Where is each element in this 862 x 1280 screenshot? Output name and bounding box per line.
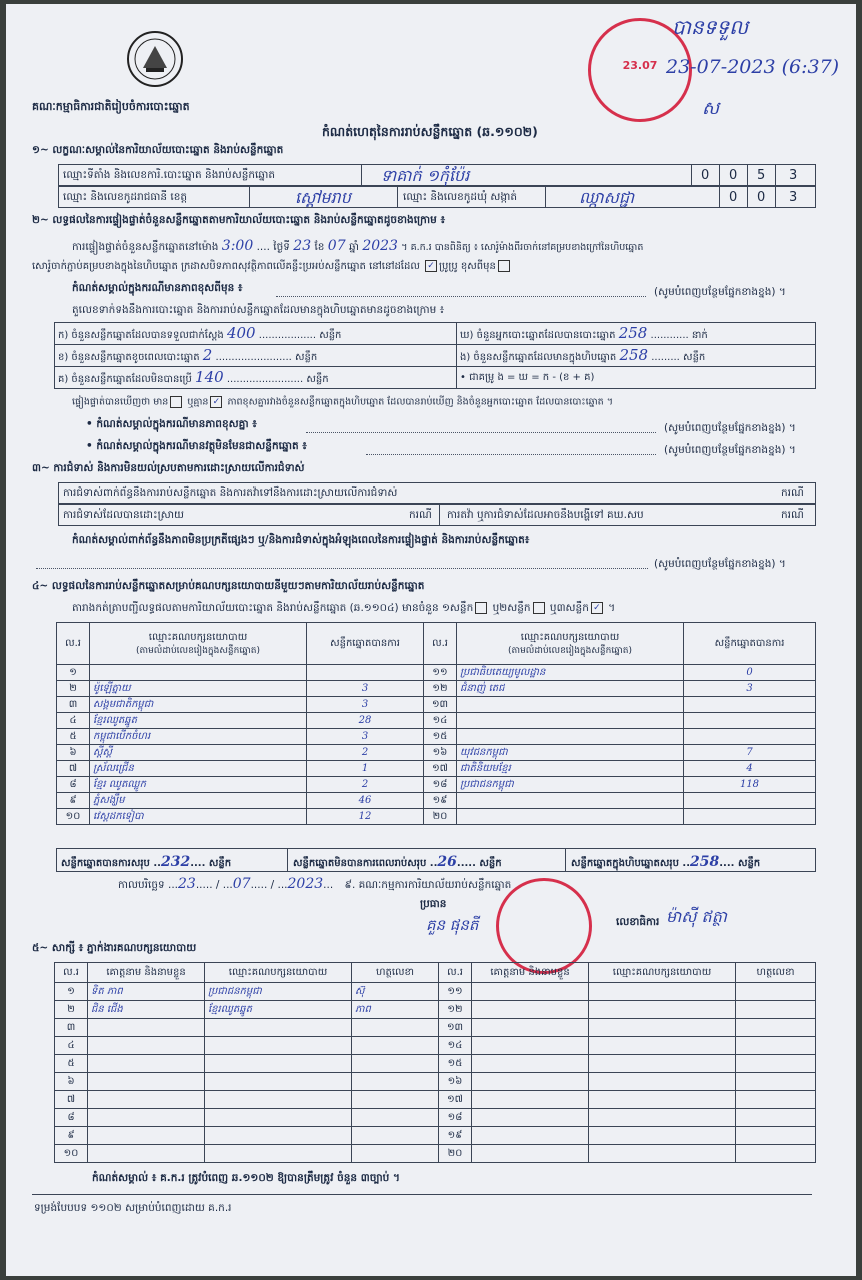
total-ballots-box: 258 — [690, 854, 720, 870]
objection-row2: ការជំទាស់ដែលបានដោះស្រាយ ករណី ការតវ៉ា ឬការជំទាស់ដែលអាចនឹងបង្ហើទៅ គឃ.សប ករណី — [58, 504, 816, 526]
party-row: ៧ ស្រ័លជ្រើន 1 ១៧ ជាតិនិយមខ្មែរ 4 — [57, 761, 816, 777]
discrepancy-line: ផ្ទៀងផ្ទាត់បានឃើញថា មាន ឬគ្មាន ✓ ភាពខុសគ្នារវាងចំនួនសន្លឹកឆ្នោតក្នុងហិបឆ្នោត ដែលបានរាប់ឃើញ និងចំនួនអ្នកបោះឆ្នោត ដែលបានបោះឆ្នោត ។ — [72, 396, 613, 408]
signing-date: កាលបរិច្ឆេទ ...23..... / ...07..... / ...2023... ៩. គណៈកម្មការការិយាល័យរាប់សន្លឹកឆ្នោត — [118, 876, 512, 892]
three-sheet-checkbox[interactable]: ✓ — [591, 602, 603, 614]
footer-note: កំណត់សម្គាល់ ៖ គ.ក.រ ត្រូវបំពេញ ឆ.១១០២ ឱ្យបានត្រឹមត្រូវ ចំនួន ៣ច្បាប់ ។ — [92, 1172, 400, 1184]
seal-check-line: សោរ៉ូចាក់ភ្ជាប់គម្របខាងក្នុងនៃហិបឆ្នោត ក្រដាសបិទភាពសុវត្ថិភាពលើគន្លឹះប្រអប់សន្លឹកឆ្នោត នៅនៅដដែល ✓ ប្រូប្រូ ខុសពីមុន — [32, 260, 512, 273]
figure-row: ខ) ចំនួនសន្លឹកឆ្នោតខូចពេលបោះឆ្នោត 2 ........................ សន្លឹក ង) ចំនួនសន្លឹកឆ្នោតដែលមានក្នុងហិបឆ្នោត 258 ......... សន្លឹក — [55, 345, 816, 367]
unused-ballots: 140 — [195, 368, 224, 386]
objection-row1: ការជំទាស់ពាក់ព័ន្ធនឹងការរាប់សន្លឹកឆ្នោត និងការតវ៉ាទៅនឹងការដោះស្រាយលើការជំទាស់ ករណី — [58, 482, 816, 504]
handwritten-initial: ស — [702, 98, 720, 119]
witness-row: ៤ ១៤ — [55, 1037, 816, 1055]
chair-label: ប្រធាន — [420, 898, 447, 910]
witness-row: ៨ ១៨ — [55, 1109, 816, 1127]
witness-table: ល.រ គោត្តនាម និងនាមខ្លួន ឈ្មោះគណបក្សនយោបាយ ហត្ថលេខា ល.រ គោត្តនាម និងនាមខ្លួន ឈ្មោះគណបក្សនយោបាយ ហត្ថលេខា ១ ទិត ភាព ប្រជាជនកម្ពុជា ស៊ុ ១១ ២ ជិន ជើង ខ្មែរឈូតឆ្នូត ភាព ១២ ៣ ១៣ ៤ ១៤ ៥ ១៥ ៦ ១៦ ៧ ១៧ ៨ ១៨ ៩ ១៩ ១០ ២០ — [54, 962, 816, 1163]
seal-ok-checkbox[interactable]: ✓ — [425, 260, 437, 272]
witness-row: ២ ជិន ជើង ខ្មែរឈូតឆ្នូត ភាព ១២ — [55, 1001, 816, 1019]
secretary-label: លេខាធិការ — [616, 916, 660, 928]
ballots-in-box: 258 — [619, 346, 649, 364]
two-sheet-checkbox[interactable] — [533, 602, 545, 614]
received-ballots: 400 — [226, 324, 256, 342]
section2-heading: ២~ លទ្ធផលនៃការផ្ទៀងផ្ទាត់ចំនួនសន្លឹកឆ្នោតតាមការិយាល័យបោះឆ្នោត និងរាប់សន្លឹកឆ្នោតដូចខាងក្រោម ៖ — [32, 214, 446, 226]
party-results-table: ល.រ ឈ្មោះគណបក្សនយោបាយ (តាមលំដាប់លេខរៀងក្នុងសន្លឹកឆ្នោត) សន្លឹកឆ្នោតបានការ ល.រ ឈ្មោះគណបក្សនយោបាយ (តាមលំដាប់លេខរៀងក្នុងសន្លឹកឆ្នោត) សន្លឹកឆ្នោតបានការ ១ ១១ ប្រជាធិបតេយ្យមូលដ្ឋាន 0 ២ ម៉ូឡើត្នាយ 3 ១២ ជំនាញ់ តេជ 3 ៣ សង្គមជាតិកម្ពុជា 3 ១៣ ៤ ខ្មែរឈូតឆ្នូត 28 ១៤ ៥ កម្ពុជាបើកចំហរ 3 ១៥ ៦ ស្តីស្តី 2 ១៦ យុវជនកម្ពុជា 7 ៧ ស្រ័លជ្រើន 1 ១៧ ជាតិនិយមខ្មែរ 4 ៨ ខ្មែរ ឈូតឈ្លូក 2 ១៨ ប្រជាជនកម្ពុជា 118 ៩ ភ្នំសង្ឃឹម 46 ១៩ ១០ វេស្ដដកទៀបា 12 ២០ — [56, 622, 816, 825]
party-row: ៥ កម្ពុជាបើកចំហរ 3 ១៥ — [57, 729, 816, 745]
tally-sheet-line: តារាងកត់ត្រាបញ្ជីលទ្ធផលតាមការិយាល័យបោះឆ្នោត និងរាប់សន្លឹកឆ្នោត (ឆ.១១០៤) មានចំនួន ១សន្លឹក ឬ២សន្លឹក ឬ៣សន្លឹក ✓ ។ — [72, 602, 616, 614]
witness-row: ១ ទិត ភាព ប្រជាជនកម្ពុជា ស៊ុ ១១ — [55, 983, 816, 1001]
bullet-object-note: • កំណត់សម្គាល់ក្នុងករណីមានវត្ថុមិនមែនជាសន្លឹកឆ្នោត ៖ — [86, 440, 307, 452]
total-valid-votes: 232 — [160, 854, 191, 870]
spoiled-ballots: 2 — [202, 346, 213, 364]
commune-code-3: 3 — [789, 190, 798, 205]
stamp-date: 23.07 — [622, 59, 658, 72]
totals-row: សន្លឹកឆ្នោតបានការសរុប ..232.... សន្លឹក សន្លឹកឆ្នោតមិនបានការពេលរាប់សរុប ..26..... សន្លឹក សន្លឹកឆ្នោតក្នុងហិបឆ្នោតសរុប ..258.... សន្លឹក — [56, 848, 816, 872]
discrepancy-yes-checkbox[interactable] — [170, 396, 182, 408]
section5-heading: ៥~ សាក្សី ៖ ភ្នាក់ងារគណបក្សនយោបាយ — [32, 942, 197, 954]
figure-row: ក) ចំនួនសន្លឹកឆ្នោតដែលបានទទួលជាក់ស្តែង 400 .................. សន្លឹក ឃ) ចំនួនអ្នកបោះឆ្នោតដែលបានបោះឆ្នោត 258 ............ នាក់ — [55, 323, 816, 345]
witness-row: ៣ ១៣ — [55, 1019, 816, 1037]
witness-row: ៩ ១៩ — [55, 1127, 816, 1145]
section1-heading: ១~ លក្ខណៈសម្គាល់នៃការិយាល័យបោះឆ្នោត និងរាប់សន្លឹកឆ្នោត — [32, 144, 284, 156]
location-code-3: 5 — [757, 168, 766, 183]
witness-row: ៧ ១៧ — [55, 1091, 816, 1109]
witness-row: ៦ ១៦ — [55, 1073, 816, 1091]
form-code: ទម្រង់បែបបទ ១១០២ សម្រាប់បំពេញដោយ គ.ក.រ — [34, 1202, 232, 1214]
verify-month: 07 — [327, 238, 346, 254]
voters-voted: 258 — [618, 324, 648, 342]
objection-note: កំណត់សម្គាល់ពាក់ព័ន្ធនឹងភាពមិនប្រក្រតីផ្សេងៗ ឬ/និងការជំទាស់ក្នុងអំឡុងពេលនៃការផ្ទៀងផ្ទាត់ និងការរាប់សន្លឹកឆ្នោត៖ — [72, 534, 530, 546]
witness-row: ៥ ១៥ — [55, 1055, 816, 1073]
total-invalid-votes: 26 — [437, 854, 457, 870]
verify-year: 2023 — [362, 238, 398, 254]
party-row: ៩ ភ្នំសង្ឃឹម 46 ១៩ — [57, 793, 816, 809]
one-sheet-checkbox[interactable] — [475, 602, 487, 614]
verification-line: ការផ្ទៀងផ្ទាត់ចំនួនសន្លឹកឆ្នោតនៅម៉ោង 3:00 .... ថ្ងៃទី 23 ខែ 07 ឆ្នាំ 2023 ។ គ.ក.រ បានពិនិត្យ ៖ សោរ៉ូម៉ាងពីរចាក់នៅគម្របខាងក្រៅនៃហិបឆ្នោត — [72, 238, 644, 254]
ballot-count-form: គណៈកម្មាធិការជាតិរៀបចំការបោះឆ្នោត 23.07 បានទទួល 23-07-2023 (6:37) ស កំណត់ហេតុនៃការរាប់សន្លឹកឆ្នោត (ឆ.១១០២) ១~ លក្ខណៈសម្គាល់នៃការិយាល័យបោះឆ្នោត និងរាប់សន្លឹកឆ្នោត ឈ្មោះទីតាំង និងលេខការិ.បោះឆ្នោត និងរាប់សន្លឹកឆ្នោត ទាគាក់ ១កុំប៉ែរ 0 0 5 3 ឈ្មោះ និងលេខកូដរាជធានី ខេត្ត ស្តៅមរាប ឈ្មោះ និងលេខកូដឃុំ សង្កាត់ ឈ្កាសជ្ជា 0 0 3 ២~ លទ្ធផលនៃការផ្ទៀងផ្ទាត់ចំនួនសន្លឹកឆ្នោតតាមការិយាល័យបោះឆ្នោត និងរាប់សន្លឹកឆ្នោតដូចខាងក្រោម ៖ ការផ្ទៀងផ្ទាត់ចំនួនសន្លឹកឆ្នោតនៅម៉ោង 3:00 .... ថ្ងៃទី 23 ខែ 07 ឆ្នាំ 2023 ។ គ.ក.រ បានពិនិត្យ ៖ សោរ៉ូម៉ាងពីរចាក់នៅគម្របខាងក្រៅនៃហិបឆ្នោត សោរ៉ូចាក់ភ្ជាប់គម្របខាងក្នុងនៃហិបឆ្នោត ក្រដាសបិទភាពសុវត្ថិភាពលើគន្លឹះប្រអប់សន្លឹកឆ្នោត នៅនៅដដែល ✓ ប្រូប្រូ ខុសពីមុន កំណត់សម្គាល់ក្នុងករណីមានភាពខុសពីមុន ៖ (សូមបំពេញបន្ថែមផ្នែកខាងខ្នង) ។ តួលេខទាក់ទងនឹងការបោះឆ្នោត និងការរាប់សន្លឹកឆ្នោតដែលមានក្នុងហិបឆ្នោតមានដូចខាងក្រោម ៖ ក) ចំនួនសន្លឹកឆ្នោតដែលបានទទួលជាក់ស្តែង 400 .................. សន្លឹក ឃ) ចំនួនអ្នកបោះឆ្នោតដែលបានបោះឆ្នោត 258 ............ នាក់ ខ) ចំនួនសន្លឹកឆ្នោតខូចពេលបោះឆ្នោត 2 ........................ សន្លឹក ង) ចំនួនសន្លឹកឆ្នោតដែលមានក្នុងហិបឆ្នោត 258 ......... សន្លឹក គ) ចំនួនសន្លឹកឆ្នោតដែលមិនបានប្រើ 140 ........................ សន្លឹក • ជាគម្រូ ង = ឃ = ក - (ខ + គ) ផ្ទៀងផ្ទាត់បានឃើញថា មាន ឬគ្មាន ✓ ភាពខុសគ្នារវាងចំនួនសន្លឹកឆ្នោតក្នុងហិបឆ្នោត ដែលបានរាប់ឃើញ និងចំនួនអ្នកបោះឆ្នោត ដែលបានបោះឆ្នោត ។ • កំណត់សម្គាល់ក្នុងករណីមានភាពខុសគ្នា ៖ (សូមបំពេញបន្ថែមផ្នែកខាងខ្នង) ។ • កំណត់សម្គាល់ក្នុងករណីមានវត្ថុមិនមែនជាសន្លឹកឆ្នោត ៖ (សូមបំពេញបន្ថែមផ្នែកខាងខ្នង) ។ ៣~ ការជំទាស់ និងការមិនយល់ស្របតាមការដោះស្រាយលើការជំទាស់ ការជំទាស់ពាក់ព័ន្ធនឹងការរាប់សន្លឹកឆ្នោត និងការតវ៉ាទៅនឹងការដោះស្រាយលើការជំទាស់ ករណី ការជំទាស់ដែលបានដោះស្រាយ ករណី ការតវ៉ា ឬការជំទាស់ដែលអាចនឹងបង្ហើទៅ គឃ.សប ករណី កំណត់សម្គាល់ពាក់ព័ន្ធនឹងភាពមិនប្រក្រតីផ្សេងៗ ឬ/និងការជំទាស់ក្នុងអំឡុងពេលនៃការផ្ទៀងផ្ទាត់ និងការរាប់សន្លឹកឆ្នោត៖ (សូមបំពេញបន្ថែមផ្នែកខាងខ្នង) ។ ៤~ លទ្ធផលនៃការរាប់សន្លឹកឆ្នោតសម្រាប់គណបក្សនយោបាយនីមួយៗតាមការិយាល័យរាប់សន្លឹកឆ្នោត តារាងកត់ត្រាបញ្ជីលទ្ធផលតាមការិយាល័យបោះឆ្នោត និងរាប់សន្លឹកឆ្នោត (ឆ.១១០៤) មានចំនួន ១សន្លឹក ឬ២សន្លឹក ឬ៣សន្លឹក ✓ ។ ល.រ ឈ្មោះគណបក្សនយោបាយ (តាមលំដាប់លេខរៀងក្នុងសន្លឹកឆ្នោត) សន្លឹកឆ្នោតបានការ ល.រ ឈ្មោះគណបក្សនយោបាយ (តាមលំដាប់លេខរៀងក្នុងសន្លឹកឆ្នោត) សន្លឹកឆ្នោតបានការ ១ ១១ ប្រជាធិបតេយ្យមូលដ្ឋាន 0 ២ ម៉ូឡើត្នាយ 3 ១២ ជំនាញ់ តេជ 3 ៣ សង្គមជាតិកម្ពុជា 3 ១៣ ៤ ខ្មែរឈូតឆ្នូត 28 ១៤ ៥ កម្ពុជាបើកចំហរ 3 ១៥ ៦ ស្តីស្តី 2 ១៦ យុវជនកម្ពុជា 7 ៧ ស្រ័លជ្រើន 1 ១៧ ជាតិនិយមខ្មែរ 4 ៨ ខ្មែរ ឈូតឈ្លូក 2 ១៨ ប្រជាជនកម្ពុជា 118 ៩ ភ្នំសង្ឃឹម 46 ១៩ ១០ វេស្ដដកទៀបា 12 ២០ សន្លឹកឆ្នោតបានការសរុប ..232.... សន្លឹក សន្លឹកឆ្នោតមិនបានការពេលរាប់សរុប ..26..... សន្លឹក សន្លឹកឆ្នោតក្នុងហិបឆ្នោតសរុប ..258.... សន្លឹក កាលបរិច្ឆេទ ...23..... / ...07..... / ...2023... ៩. គណៈកម្មការការិយាល័យរាប់សន្លឹកឆ្នោត ប្រធាន គួន ផុនតី លេខាធិការ ម៉ាស៊ី ឥត្ថា ៥~ សាក្សី ៖ ភ្នាក់ងារគណបក្សនយោបាយ ល.រ គោត្តនាម និងនាមខ្លួន ឈ្មោះគណបក្សនយោបាយ ហត្ថលេខា ល.រ គោត្តនាម និងនាមខ្លួន ឈ្មោះគណបក្សនយោបាយ ហត្ថលេខា ១ ទិត ភាព ប្រជាជនកម្ពុជា ស៊ុ ១១ ២ ជិន ជើង ខ្មែរឈូតឆ្នូត ភាព ១២ ៣ ១៣ ៤ ១៤ ៥ ១៥ ៦ ១៦ ៧ ១៧ ៨ ១៨ ៩ ១៩ ១០ ២០ កំណត់សម្គាល់ ៖ គ.ក.រ ត្រូវបំពេញ ឆ.១១០២ ឱ្យបានត្រឹមត្រូវ ចំនួន ៣ច្បាប់ ។ ទម្រង់បែបបទ ១១០២ សម្រាប់បំពេញដោយ គ.ក.រ — [6, 4, 856, 1276]
figure-row: គ) ចំនួនសន្លឹកឆ្នោតដែលមិនបានប្រើ 140 ........................ សន្លឹក • ជាគម្រូ ង = ឃ = ក - (ខ + គ) — [55, 367, 816, 389]
ballot-figures-table — [54, 322, 816, 389]
party-row: ៣ សង្គមជាតិកម្ពុជា 3 ១៣ — [57, 697, 816, 713]
party-row: ១០ វេស្ដដកទៀបា 12 ២០ — [57, 809, 816, 825]
commune-code-2: 0 — [757, 190, 766, 205]
province-name: ស្តៅមរាប — [295, 188, 351, 207]
seal-mismatch-checkbox[interactable] — [498, 260, 510, 272]
handwritten-receipt: បានទទួល — [672, 15, 749, 39]
section3-heading: ៣~ ការជំទាស់ និងការមិនយល់ស្របតាមការដោះស្រាយលើការជំទាស់ — [32, 462, 305, 474]
verify-day: 23 — [293, 238, 312, 254]
section1-row2: ឈ្មោះ និងលេខកូដរាជធានី ខេត្ត ស្តៅមរាប ឈ្មោះ និងលេខកូដឃុំ សង្កាត់ ឈ្កាសជ្ជា 0 0 3 — [58, 186, 816, 208]
party-row: ៨ ខ្មែរ ឈូតឈ្លូក 2 ១៨ ប្រជាជនកម្ពុជា 118 — [57, 777, 816, 793]
bullet-diff-note: • កំណត់សម្គាល់ក្នុងករណីមានភាពខុសគ្នា ៖ — [86, 418, 257, 430]
mismatch-note-label: កំណត់សម្គាល់ក្នុងករណីមានភាពខុសពីមុន ៖ — [72, 282, 243, 294]
discrepancy-no-checkbox[interactable]: ✓ — [210, 396, 222, 408]
party-row: ១ ១១ ប្រជាធិបតេយ្យមូលដ្ឋាន 0 — [57, 665, 816, 681]
location-name: ទាគាក់ ១កុំប៉ែរ — [381, 166, 470, 185]
location-code-2: 0 — [729, 168, 738, 183]
witness-row: ១០ ២០ — [55, 1145, 816, 1163]
commune-name: ឈ្កាសជ្ជា — [579, 188, 635, 207]
commune-code-1: 0 — [729, 190, 738, 205]
location-code-4: 3 — [789, 168, 798, 183]
form-title: កំណត់ហេតុនៃការរាប់សន្លឹកឆ្នោត (ឆ.១១០២) — [322, 124, 538, 139]
secretary-signature: ម៉ាស៊ី ឥត្ថា — [666, 907, 727, 926]
official-stamp-bottom — [496, 878, 592, 974]
section4-heading: ៤~ លទ្ធផលនៃការរាប់សន្លឹកឆ្នោតសម្រាប់គណបក្សនយោបាយនីមួយៗតាមការិយាល័យរាប់សន្លឹកឆ្នោត — [32, 580, 425, 592]
org-name: គណៈកម្មាធិការជាតិរៀបចំការបោះឆ្នោត — [32, 100, 190, 113]
handwritten-date: 23-07-2023 (6:37) — [666, 56, 840, 78]
party-row: ២ ម៉ូឡើត្នាយ 3 ១២ ជំនាញ់ តេជ 3 — [57, 681, 816, 697]
section1-row1: ឈ្មោះទីតាំង និងលេខការិ.បោះឆ្នោត និងរាប់សន្លឹកឆ្នោត ទាគាក់ ១កុំប៉ែរ 0 0 5 3 — [58, 164, 816, 186]
party-row: ៤ ខ្មែរឈូតឆ្នូត 28 ១៤ — [57, 713, 816, 729]
location-code-1: 0 — [701, 168, 710, 183]
party-row: ៦ ស្តីស្តី 2 ១៦ យុវជនកម្ពុជា 7 — [57, 745, 816, 761]
emblem-logo — [126, 30, 184, 88]
chair-signature: គួន ផុនតី — [426, 916, 479, 934]
verify-time: 3:00 — [221, 238, 254, 254]
cases-label: តួលេខទាក់ទងនឹងការបោះឆ្នោត និងការរាប់សន្លឹកឆ្នោតដែលមានក្នុងហិបឆ្នោតមានដូចខាងក្រោម ៖ — [72, 304, 445, 316]
